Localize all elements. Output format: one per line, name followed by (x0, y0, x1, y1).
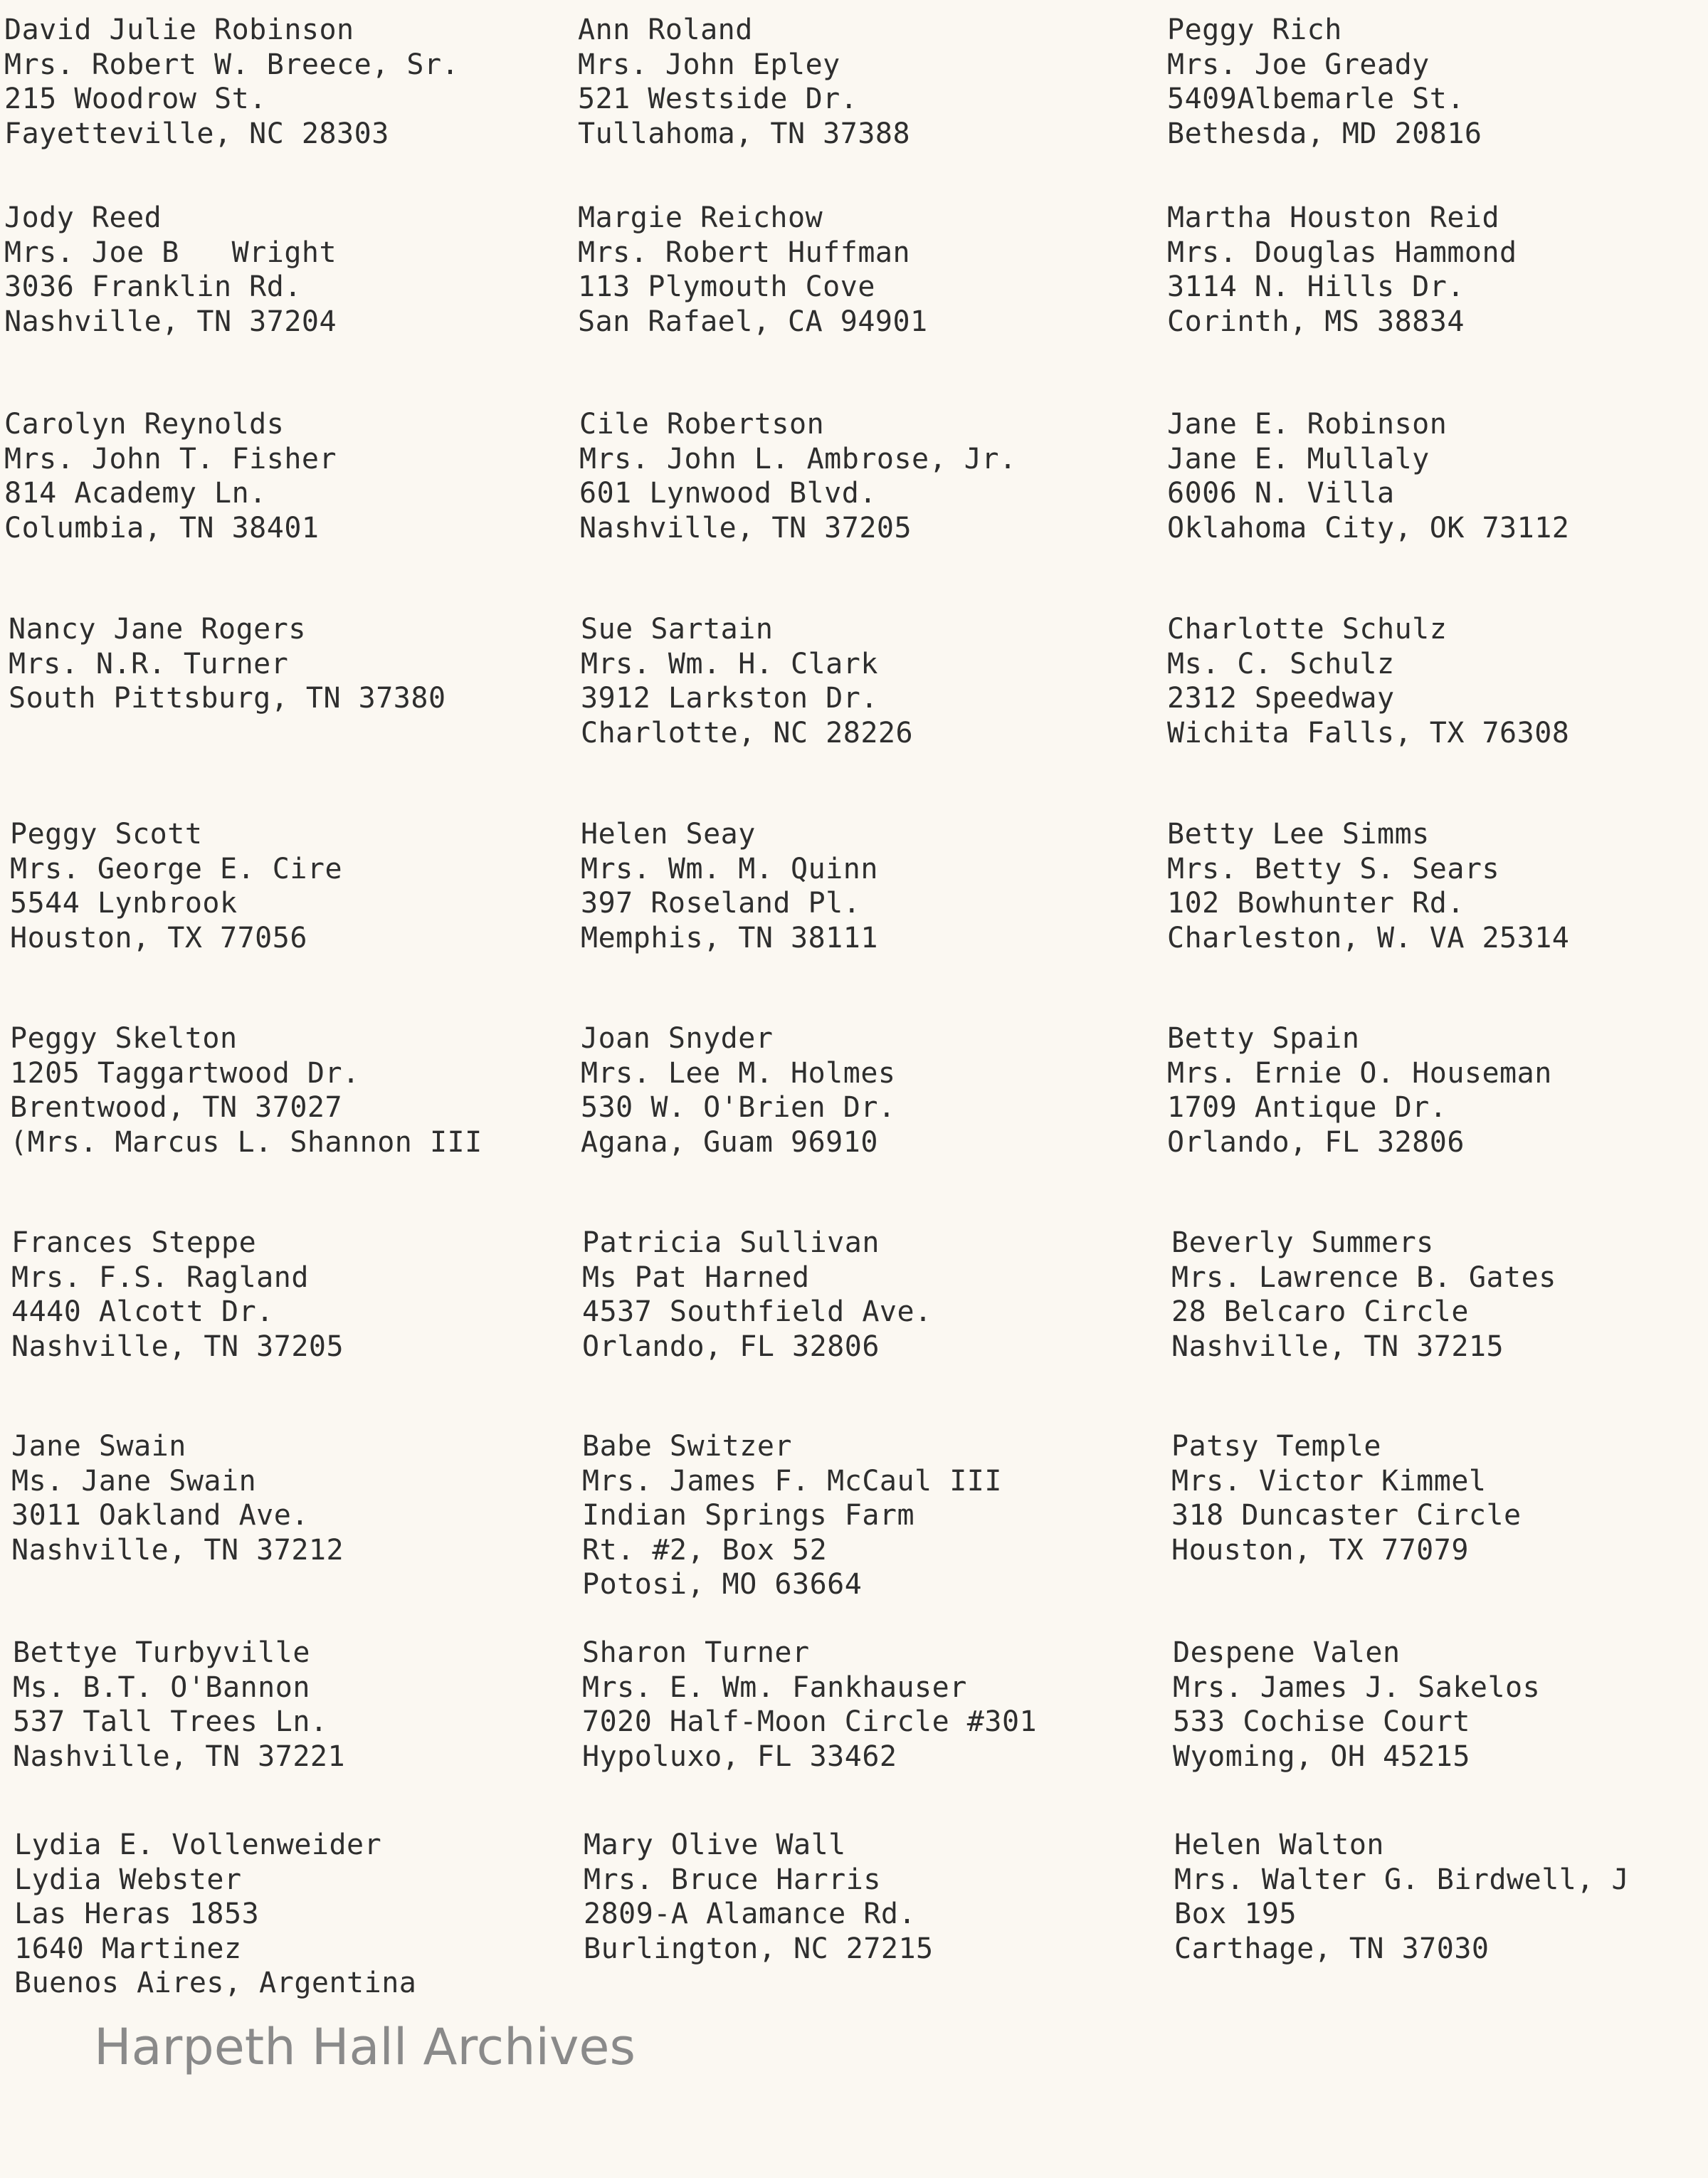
entry-address-line: Mrs. Wm. M. Quinn (581, 852, 878, 885)
entry-address-line: Nashville, TN 37205 (579, 511, 912, 544)
entry-name: Charlotte Schulz (1167, 613, 1448, 646)
address-entry (11, 1429, 344, 1567)
entry-address-line: 530 W. O'Brien Dr. (581, 1091, 896, 1124)
entry-address-line: 6006 N. Villa (1167, 477, 1395, 510)
entry-address-line: Nashville, TN 37212 (11, 1533, 344, 1567)
entry-address-line: Burlington, NC 27215 (584, 1932, 934, 1965)
entry-address-line: Wichita Falls, TX 76308 (1167, 716, 1570, 749)
address-entry (1167, 612, 1569, 750)
entry-address-line: 814 Academy Ln. (4, 477, 267, 510)
entry-address-line: 2809-A Alamance Rd. (584, 1898, 917, 1930)
entry-address-line: San Rafael, CA 94901 (578, 305, 928, 338)
entry-name: Sue Sartain (581, 613, 774, 646)
entry-address-line: 537 Tall Trees Ln. (13, 1705, 328, 1738)
entry-name: Peggy Scott (10, 818, 203, 851)
entry-address-line: Hypoluxo, FL 33462 (582, 1740, 897, 1773)
address-entry (582, 1636, 1037, 1774)
entry-address-line: 1205 Taggartwood Dr. (10, 1056, 360, 1090)
entry-name: Betty Spain (1167, 1022, 1360, 1055)
entry-address-line: 28 Belcaro Circle (1171, 1295, 1469, 1328)
entry-name: Martha Houston Reid (1167, 201, 1500, 234)
entry-address-line: Agana, Guam 96910 (581, 1125, 878, 1159)
entry-address-line: Mrs. John T. Fisher (4, 442, 337, 475)
address-entry (1167, 1021, 1552, 1159)
address-entry (578, 201, 928, 339)
entry-address-line: Mrs. Joe B Wright (4, 236, 337, 269)
address-entry (1167, 201, 1517, 339)
entry-address-line: Mrs. John L. Ambrose, Jr. (579, 442, 1017, 475)
address-entry (579, 407, 1017, 545)
entry-address-line: Memphis, TN 38111 (581, 921, 878, 954)
entry-address-line: Las Heras 1853 (14, 1898, 260, 1930)
entry-address-line: 3036 Franklin Rd. (4, 270, 302, 303)
entry-name: Patricia Sullivan (582, 1226, 880, 1259)
entry-address-line: Indian Springs Farm (582, 1499, 915, 1532)
entry-address-line: Mrs. Bruce Harris (584, 1863, 881, 1896)
entry-address-line: Box 195 (1174, 1898, 1297, 1930)
address-entry (1171, 1226, 1556, 1364)
entry-address-line: Fayetteville, NC 28303 (4, 117, 389, 150)
entry-name: Patsy Temple (1171, 1430, 1381, 1463)
entry-name: Sharon Turner (582, 1636, 810, 1669)
entry-address-line: Nashville, TN 37205 (11, 1330, 344, 1363)
entry-address-line: 113 Plymouth Cove (578, 270, 875, 303)
entry-name: Betty Lee Simms (1167, 818, 1430, 851)
entry-address-line: (Mrs. Marcus L. Shannon III (10, 1125, 483, 1159)
entry-name: Jody Reed (4, 201, 162, 234)
entry-address-line: 215 Woodrow St. (4, 83, 267, 115)
entry-address-line: Mrs. Robert Huffman (578, 236, 911, 269)
entry-address-line: 1709 Antique Dr. (1167, 1091, 1448, 1124)
entry-address-line: Mrs. N.R. Turner (9, 647, 289, 680)
entry-address-line: Columbia, TN 38401 (4, 511, 320, 544)
entry-address-line: Nashville, TN 37221 (13, 1740, 346, 1773)
entry-address-line: Mrs. James J. Sakelos (1173, 1671, 1541, 1704)
entry-address-line: Ms. C. Schulz (1167, 647, 1395, 680)
entry-name: Helen Walton (1174, 1829, 1384, 1861)
entry-address-line: 3114 N. Hills Dr. (1167, 270, 1465, 303)
address-entry (4, 13, 459, 151)
entry-address-line: 4440 Alcott Dr. (11, 1295, 274, 1328)
entry-address-line: Brentwood, TN 37027 (10, 1091, 343, 1124)
archive-watermark: Harpeth Hall Archives (94, 2018, 636, 2076)
entry-address-line: Mrs. F.S. Ragland (11, 1261, 309, 1294)
entry-address-line: Carthage, TN 37030 (1174, 1932, 1490, 1965)
entry-address-line: Mrs. John Epley (578, 48, 840, 81)
entry-address-line: 521 Westside Dr. (578, 83, 858, 115)
entry-address-line: 1640 Martinez (14, 1932, 242, 1965)
entry-address-line: 3011 Oakland Ave. (11, 1499, 309, 1532)
address-entry (10, 817, 342, 955)
entry-address-line: Mrs. Douglas Hammond (1167, 236, 1517, 269)
address-entry (9, 612, 446, 716)
entry-name: Babe Switzer (582, 1430, 792, 1463)
entry-address-line: Corinth, MS 38834 (1167, 305, 1465, 338)
address-entry (582, 1226, 932, 1364)
entry-address-line: South Pittsburg, TN 37380 (9, 682, 446, 715)
address-entry (578, 13, 910, 151)
entry-address-line: Oklahoma City, OK 73112 (1167, 511, 1570, 544)
entry-name: Margie Reichow (578, 201, 823, 234)
address-entry (10, 1021, 483, 1159)
entry-address-line: Nashville, TN 37204 (4, 305, 337, 338)
entry-address-line: 7020 Half-Moon Circle #301 (582, 1705, 1038, 1738)
entry-address-line: 2312 Speedway (1167, 682, 1395, 715)
entry-address-line: Mrs. Victor Kimmel (1171, 1464, 1487, 1498)
entry-address-line: 533 Cochise Court (1173, 1705, 1470, 1738)
entry-name: Helen Seay (581, 818, 756, 851)
entry-address-line: Mrs. Betty S. Sears (1167, 852, 1500, 885)
address-entry (13, 1636, 345, 1774)
address-entry (581, 612, 913, 750)
entry-address-line: Nashville, TN 37215 (1171, 1330, 1504, 1363)
address-entry (1167, 817, 1569, 955)
entry-address-line: Lydia Webster (14, 1863, 242, 1896)
entry-name: Cile Robertson (579, 408, 825, 441)
entry-name: Despene Valen (1173, 1636, 1401, 1669)
entry-address-line: Ms. Jane Swain (11, 1464, 257, 1498)
address-entry (1171, 1429, 1522, 1567)
entry-address-line: Mrs. Joe Gready (1167, 48, 1430, 81)
entry-name: Peggy Skelton (10, 1022, 238, 1055)
entry-name: Bettye Turbyville (13, 1636, 310, 1669)
entry-address-line: Mrs. Robert W. Breece, Sr. (4, 48, 460, 81)
entry-address-line: Charleston, W. VA 25314 (1167, 921, 1570, 954)
entry-address-line: Mrs. E. Wm. Fankhauser (582, 1671, 967, 1704)
entry-address-line: Houston, TX 77056 (10, 921, 307, 954)
entry-name: Frances Steppe (11, 1226, 257, 1259)
entry-address-line: Jane E. Mullaly (1167, 442, 1430, 475)
address-entry (1174, 1828, 1629, 1966)
entry-address-line: Mrs. Lee M. Holmes (581, 1056, 896, 1090)
entry-address-line: Ms. B.T. O'Bannon (13, 1671, 310, 1704)
entry-address-line: Mrs. James F. McCaul III (582, 1464, 1002, 1498)
entry-address-line: Tullahoma, TN 37388 (578, 117, 911, 150)
entry-name: Nancy Jane Rogers (9, 613, 306, 646)
entry-address-line: 5409Albemarle St. (1167, 83, 1465, 115)
entry-address-line: 318 Duncaster Circle (1171, 1499, 1522, 1532)
address-entry (1167, 13, 1482, 151)
entry-name: Mary Olive Wall (584, 1829, 846, 1861)
entry-address-line: 3912 Larkston Dr. (581, 682, 878, 715)
address-entry (581, 817, 878, 955)
entry-name: Carolyn Reynolds (4, 408, 285, 441)
entry-address-line: Mrs. Walter G. Birdwell, J (1174, 1863, 1630, 1896)
entry-address-line: 601 Lynwood Blvd. (579, 477, 877, 510)
entry-address-line: 102 Bowhunter Rd. (1167, 887, 1465, 920)
address-entry (4, 201, 337, 339)
address-entry (582, 1429, 1002, 1602)
address-entry (4, 407, 337, 545)
entry-name: Jane E. Robinson (1167, 408, 1448, 441)
entry-address-line: Mrs. Ernie O. Houseman (1167, 1056, 1552, 1090)
entry-address-line: 4537 Southfield Ave. (582, 1295, 932, 1328)
address-entry (11, 1226, 344, 1364)
entry-address-line: Mrs. Wm. H. Clark (581, 647, 878, 680)
entry-address-line: Potosi, MO 63664 (582, 1568, 863, 1601)
entry-address-line: Bethesda, MD 20816 (1167, 117, 1482, 150)
entry-name: Beverly Summers (1171, 1226, 1434, 1259)
entry-address-line: Ms Pat Harned (582, 1261, 810, 1294)
address-entry (584, 1828, 934, 1966)
entry-name: Ann Roland (578, 14, 753, 46)
entry-address-line: Orlando, FL 32806 (1167, 1125, 1465, 1159)
address-entry (1173, 1636, 1540, 1774)
entry-address-line: Mrs. George E. Cire (10, 852, 343, 885)
entry-address-line: Rt. #2, Box 52 (582, 1533, 828, 1567)
entry-name: David Julie Robinson (4, 14, 354, 46)
entry-name: Joan Snyder (581, 1022, 774, 1055)
entry-address-line: Charlotte, NC 28226 (581, 716, 914, 749)
address-entry (14, 1828, 416, 2001)
address-entry (1167, 407, 1569, 545)
entry-address-line: Buenos Aires, Argentina (14, 1967, 417, 1999)
entry-address-line: Houston, TX 77079 (1171, 1533, 1469, 1567)
entry-address-line: Mrs. Lawrence B. Gates (1171, 1261, 1556, 1294)
address-entry (581, 1021, 895, 1159)
entry-address-line: 397 Roseland Pl. (581, 887, 861, 920)
entry-name: Peggy Rich (1167, 14, 1342, 46)
entry-address-line: Wyoming, OH 45215 (1173, 1740, 1470, 1773)
entry-name: Jane Swain (11, 1430, 186, 1463)
entry-address-line: Orlando, FL 32806 (582, 1330, 880, 1363)
entry-name: Lydia E. Vollenweider (14, 1829, 382, 1861)
entry-address-line: 5544 Lynbrook (10, 887, 238, 920)
